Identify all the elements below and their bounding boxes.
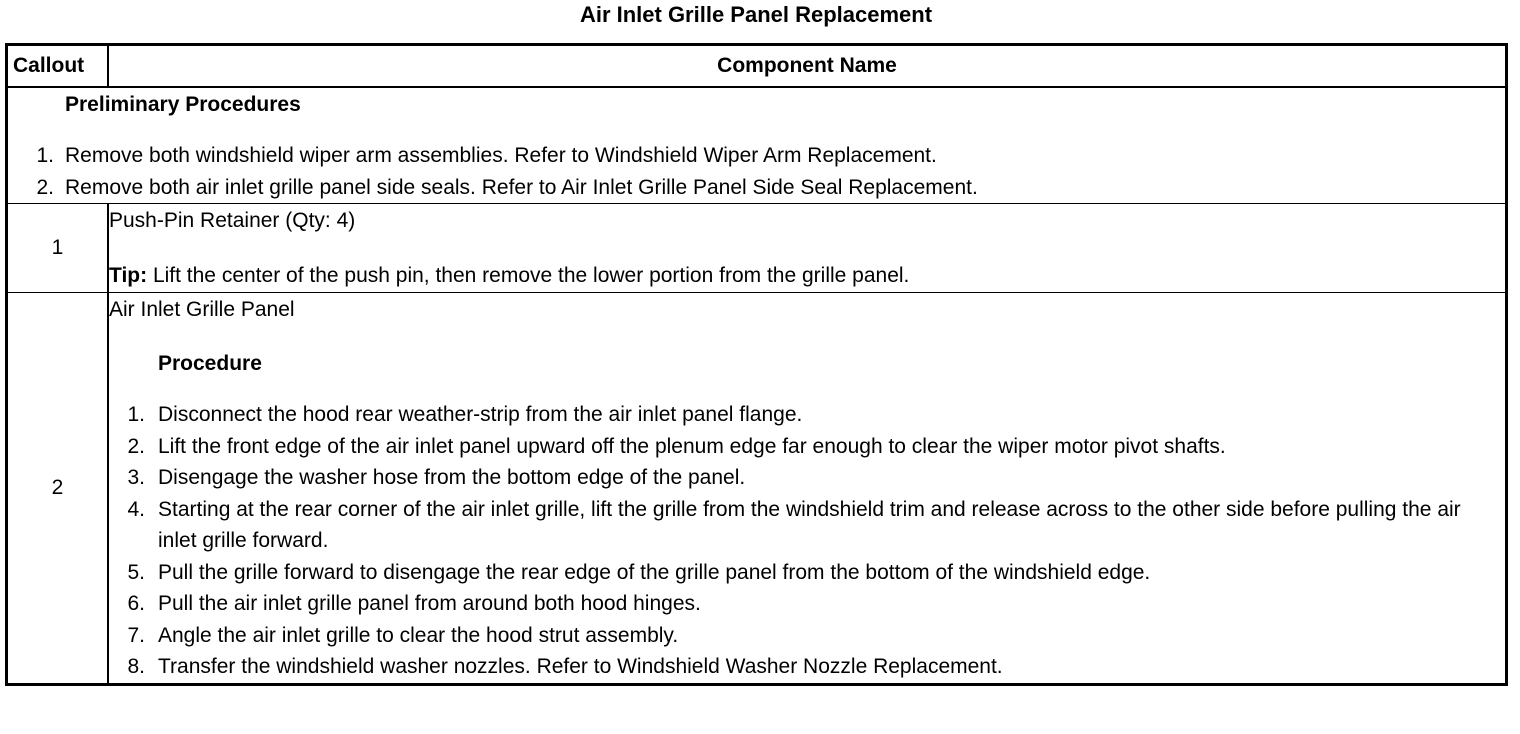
procedure-steps bbox=[109, 399, 1505, 683]
step-number: 1. bbox=[36, 144, 54, 167]
callout-header: Callout bbox=[7, 45, 109, 88]
preliminary-heading: Preliminary Procedures bbox=[65, 93, 301, 116]
tip-label: Tip: bbox=[109, 264, 148, 287]
step-text: Remove both windshield wiper arm assemblies. Refer to Windshield Wiper Arm Replacement. bbox=[65, 144, 937, 167]
component-cell bbox=[108, 293, 1507, 685]
page-title: Air Inlet Grille Panel Replacement bbox=[579, 2, 933, 27]
callout-cell: 1 bbox=[7, 204, 109, 293]
step-text: Lift the front edge of the air inlet panel upward off the plenum edge far enough to clear the wiper motor pivot shafts. bbox=[158, 434, 1226, 458]
table-header-row bbox=[7, 45, 1507, 88]
procedure-step bbox=[109, 651, 1505, 683]
procedure-step bbox=[109, 588, 1505, 620]
procedure-step bbox=[109, 431, 1505, 463]
preliminary-step bbox=[8, 172, 1505, 204]
component-name: Air Inlet Grille Panel bbox=[109, 298, 295, 321]
step-number: 2. bbox=[127, 434, 145, 458]
step-number: 3. bbox=[127, 466, 145, 489]
component-cell bbox=[108, 204, 1507, 293]
procedure-step bbox=[109, 462, 1505, 494]
step-number: 7. bbox=[127, 623, 145, 647]
procedure-step bbox=[109, 620, 1505, 652]
table-row bbox=[7, 293, 1507, 685]
preliminary-cell bbox=[7, 87, 1507, 204]
preliminary-steps bbox=[8, 140, 1505, 203]
step-number: 5. bbox=[127, 560, 145, 584]
step-text: Disengage the washer hose from the bottom edge of the panel. bbox=[158, 466, 746, 489]
preliminary-row bbox=[7, 87, 1507, 204]
table-row bbox=[7, 204, 1507, 293]
callout-cell: 2 bbox=[7, 293, 109, 685]
step-text: Disconnect the hood rear weather-strip from the air inlet panel flange. bbox=[158, 403, 803, 426]
preliminary-step bbox=[8, 140, 1505, 172]
step-text: Remove both air inlet grille panel side seals. Refer to Air Inlet Grille Panel Side Seal Replacement. bbox=[65, 175, 978, 199]
tip-note bbox=[109, 259, 1505, 292]
step-number: 8. bbox=[127, 655, 145, 678]
step-text: Pull the grille forward to disengage the rear edge of the grille panel from the bottom of the windshield edge. bbox=[158, 560, 1151, 584]
step-text: Angle the air inlet grille to clear the hood strut assembly. bbox=[158, 623, 679, 647]
step-text: Transfer the windshield washer nozzles. Refer to Windshield Washer Nozzle Replacement. bbox=[158, 655, 1003, 678]
component-name-header: Component Name bbox=[108, 45, 1507, 88]
tip-text: Lift the center of the push pin, then remove the lower portion from the grille panel. bbox=[147, 264, 910, 287]
step-text: Pull the air inlet grille panel from around both hood hinges. bbox=[158, 592, 701, 615]
procedure-step bbox=[109, 557, 1505, 589]
step-number: 1. bbox=[127, 403, 145, 426]
component-name: Push-Pin Retainer (Qty: 4) bbox=[109, 209, 356, 232]
step-number: 4. bbox=[127, 497, 145, 521]
procedure-step bbox=[109, 494, 1505, 557]
step-text: Starting at the rear corner of the air inlet grille, lift the grille from the windshield trim and release across to the other side before pulling the air inlet grille forward. bbox=[158, 497, 1461, 552]
procedure-step bbox=[109, 399, 1505, 431]
step-number: 6. bbox=[127, 592, 145, 615]
step-number: 2. bbox=[36, 175, 54, 199]
procedure-table bbox=[5, 43, 1508, 686]
procedure-heading: Procedure bbox=[158, 352, 262, 375]
